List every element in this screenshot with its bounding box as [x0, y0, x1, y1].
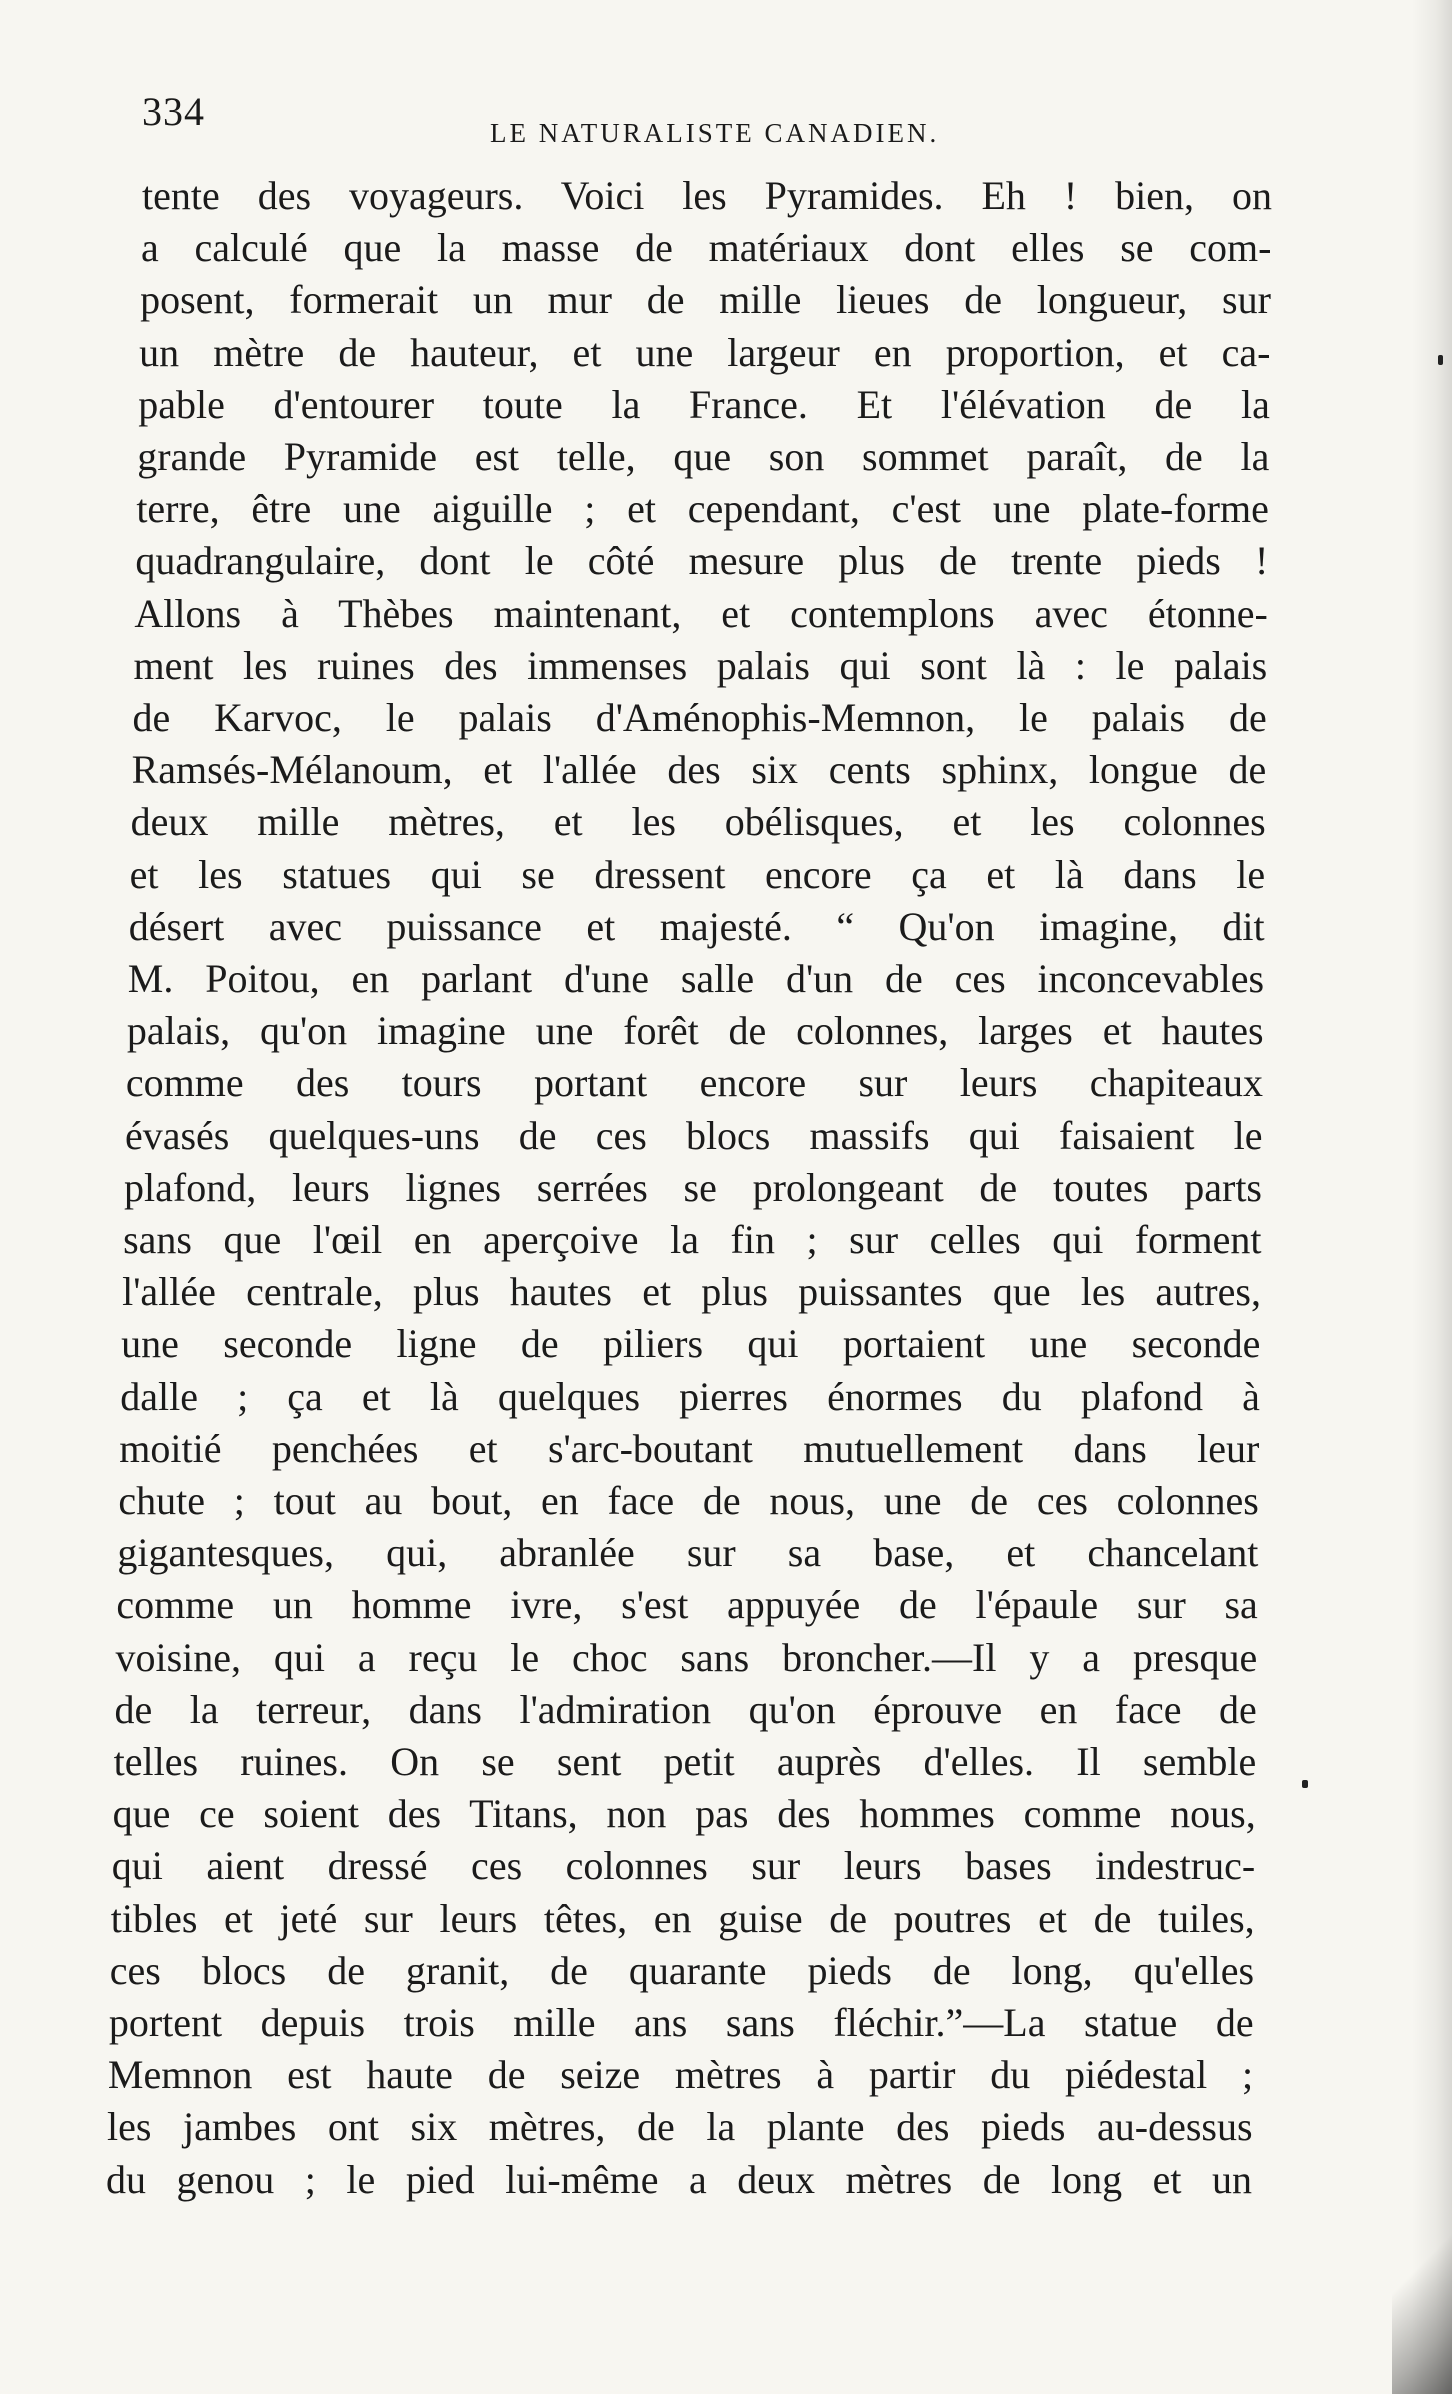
text-line: sans que l'œil en aperçoive la fin ; sur celles qui forment: [123, 1217, 1262, 1262]
text-line: tente des voyageurs. Voici les Pyramides. Eh ! bien, on: [142, 173, 1272, 218]
text-line: voisine, qui a reçu le choc sans broncher.—Il y a presque: [115, 1634, 1258, 1680]
text-line: quadrangulaire, dont le côté mesure plus de trente pieds !: [135, 538, 1269, 584]
text-line: moitié penchées et s'arc-boutant mutuellement dans leur: [119, 1425, 1260, 1471]
text-line: comme des tours portant encore sur leurs chapiteaux: [125, 1060, 1264, 1106]
text-line: portent depuis trois mille ans sans fléchir.”—La statue de: [108, 2000, 1254, 2045]
text-line: telles ruines. On se sent petit auprès d'elles. Il semble: [113, 1739, 1257, 1784]
text-line: posent, formerait un mur de mille lieues de longueur, sur: [140, 277, 1271, 323]
text-line: Allons à Thèbes maintenant, et contemplons avec étonne-: [134, 590, 1268, 636]
text-line: ment les ruines des immenses palais qui sont là : le palais: [133, 642, 1268, 688]
page-number: 334: [142, 89, 205, 134]
text-line: qui aient dressé ces colonnes sur leurs bases indestruc-: [111, 1843, 1256, 1889]
text-line: tibles et jeté sur leurs têtes, en guise de poutres et de tuiles,: [110, 1895, 1255, 1941]
running-title: LE NATURALISTE CANADIEN.: [490, 118, 940, 148]
text-line: dalle ; ça et là quelques pierres énormes du plafond à: [120, 1373, 1260, 1419]
text-line: du genou ; le pied lui-même a deux mètres de long et un: [106, 2156, 1252, 2202]
text-line: palais, qu'on imagine une forêt de colonnes, larges et hautes: [126, 1008, 1264, 1054]
text-line: un mètre de hauteur, et une largeur en proportion, et ca-: [139, 329, 1271, 375]
text-line: une seconde ligne de piliers qui portaient une seconde: [121, 1321, 1261, 1367]
scan-speck: [1302, 1780, 1308, 1788]
text-line: l'allée centrale, plus hautes et plus puissantes que les autres,: [122, 1269, 1261, 1315]
text-line: chute ; tout au bout, en face de nous, une de ces colonnes: [118, 1478, 1259, 1523]
text-line: ces blocs de granit, de quarante pieds de long, qu'elles: [109, 1947, 1255, 1993]
text-line: que ce soient des Titans, non pas des hommes comme nous,: [112, 1791, 1256, 1837]
text-line: comme un homme ivre, s'est appuyée de l'épaule sur sa: [116, 1582, 1258, 1628]
text-line: évasés quelques-uns de ces blocs massifs qui faisaient le: [124, 1112, 1263, 1158]
text-line: désert avec puissance et majesté. “ Qu'on imagine, dit: [128, 903, 1265, 949]
text-line: Ramsés-Mélanoum, et l'allée des six cents sphinx, longue de: [131, 747, 1267, 793]
text-line: a calculé que la masse de matériaux dont elles se com-: [141, 225, 1272, 271]
text-line: gigantesques, qui, abranlée sur sa base, et chancelant: [117, 1530, 1259, 1576]
text-line: les jambes ont six mètres, de la plante des pieds au-dessus: [106, 2104, 1253, 2150]
text-line: Memnon est haute de seize mètres à partir du piédestal ;: [107, 2052, 1254, 2098]
scan-speck: [1438, 355, 1443, 365]
page-gutter-shadow: [1412, 0, 1452, 2394]
text-line: et les statues qui se dressent encore ça et là dans le: [129, 851, 1266, 897]
text-line: deux mille mètres, et les obélisques, et les colonnes: [130, 799, 1266, 845]
text-line: de la terreur, dans l'admiration qu'on éprouve en face de: [114, 1686, 1257, 1732]
text-line: de Karvoc, le palais d'Aménophis-Memnon, le palais de: [132, 695, 1267, 740]
text-line: M. Poitou, en parlant d'une salle d'un de ces inconcevables: [127, 956, 1265, 1001]
text-line: pable d'entourer toute la France. Et l'élévation de la: [138, 381, 1270, 427]
text-line: terre, être une aiguille ; et cependant, c'est une plate-forme: [136, 486, 1269, 532]
text-line: plafond, leurs lignes serrées se prolongeant de toutes parts: [124, 1164, 1262, 1210]
text-line: grande Pyramide est telle, que son sommet paraît, de la: [137, 434, 1270, 479]
page-corner-shadow: [1392, 2224, 1452, 2394]
